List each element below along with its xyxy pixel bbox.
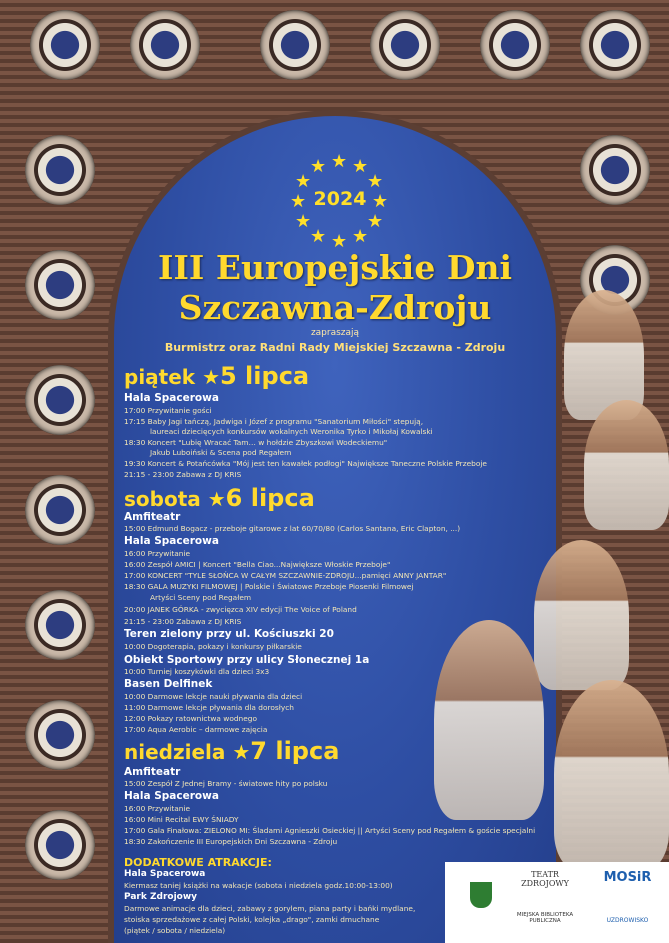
- performers-illustration: [434, 290, 669, 870]
- friday-event: 17:15 Baby Jagi tańczą, Jadwiga i Józef z programu "Sanatorium Miłości" stepują,: [124, 417, 424, 426]
- saturday-event: 17:00 KONCERT "TYLE SŁOŃCA W CAŁYM SZCZAWNIE-ZDROJU...pamięci ANNY JANTAR": [124, 571, 447, 580]
- friday-event: Jakub Luboiński & Scena pod Regałem: [150, 448, 292, 457]
- sunday-event: 16:00 Mini Recital EWY ŚNIADY: [124, 815, 239, 824]
- saturday-event: 16:00 Przywitanie: [124, 549, 191, 558]
- town-crest-icon: [470, 882, 492, 908]
- ornament-tile: [25, 475, 95, 545]
- ornament-tile: [130, 10, 200, 80]
- invite-text: zapraszają: [310, 328, 360, 338]
- teatr-zdrojowy-logo: TEATR ZDROJOWY: [521, 870, 569, 888]
- extras-event: Kiermasz taniej książki na wakacje (sobota i niedziela godz.10:00-13:00): [124, 881, 393, 890]
- sunday-event: 17:00 Gala Finałowa: ZIELONO MI: Śladami Agnieszki Osieckiej || Artyści Sceny pod Regałem & goście specjalni: [124, 826, 536, 835]
- performer-figure: [554, 680, 669, 870]
- ornament-tile: [25, 250, 95, 320]
- saturday-venue: Obiekt Sportowy przy ulicy Słonecznej 1a: [124, 654, 370, 666]
- ornament-tile: [25, 590, 95, 660]
- saturday-event: 15:00 Edmund Bogacz - przeboje gitarowe z lat 60/70/80 (Carlos Santana, Eric Clapton, ...): [124, 524, 461, 533]
- saturday-event: 21:15 - 23:00 Zabawa z DJ KRIS: [124, 617, 242, 626]
- saturday-venue: Amfiteatr: [124, 511, 181, 523]
- ornament-tile: [25, 810, 95, 880]
- extras-event: stoiska sprzedażowe z całej Polski, kolejka „drago", zamki dmuchane: [124, 915, 380, 924]
- sunday-heading: niedziela ★7 lipca: [124, 737, 340, 765]
- ornament-tile: [260, 10, 330, 80]
- saturday-heading: sobota ★6 lipca: [124, 484, 315, 512]
- ornament-tile: [580, 135, 650, 205]
- saturday-event: 18:30 GALA MUZYKI FILMOWEJ | Polskie i Światowe Przeboje Piosenki Filmowej: [124, 582, 414, 591]
- extras-heading: DODATKOWE ATRAKCJE:: [124, 856, 272, 869]
- ornament-tile: [25, 700, 95, 770]
- saturday-event: 10:00 Darmowe lekcje nauki pływania dla dzieci: [124, 692, 303, 701]
- hosts-text: Burmistrz oraz Radni Rady Miejskiej Szczawna - Zdroju: [164, 341, 506, 354]
- extras-venue: Park Zdrojowy: [124, 892, 198, 902]
- saturday-event: 10:00 Turniej koszykówki dla dzieci 3x3: [124, 667, 270, 676]
- ornament-tile: [25, 365, 95, 435]
- year: 2024: [313, 188, 367, 210]
- extras-venue: Hala Spacerowa: [124, 869, 206, 879]
- saturday-event: 20:00 JANEK GÓRKA - zwycięzca XIV edycji The Voice of Poland: [124, 605, 357, 614]
- title-line-1: III Europejskie Dni: [158, 248, 512, 287]
- saturday-event: 11:00 Darmowe lekcje pływania dla dorosłych: [124, 703, 294, 712]
- ornament-tile: [25, 135, 95, 205]
- mosir-logo: MOSiR: [603, 870, 652, 885]
- friday-event: 19:30 Koncert & Potańcówka "Mój jest ten kawałek podłogi" Największe Taneczne Polskie Przeboje: [124, 459, 487, 468]
- friday-event: 18:30 Koncert "Lubię Wracać Tam… w hołdzie Zbyszkowi Wodeckiemu": [124, 438, 388, 447]
- sunday-event: 18:30 Zakończenie III Europejskich Dni Szczawna - Zdroju: [124, 837, 338, 846]
- library-logo: MIEJSKA BIBLIOTEKA PUBLICZNA: [516, 912, 574, 924]
- ornament-tile: [30, 10, 100, 80]
- friday-event: 17:00 Przywitanie gości: [124, 406, 212, 415]
- ornament-tile: [580, 10, 650, 80]
- friday-venue: Hala Spacerowa: [124, 392, 219, 404]
- friday-event: laureaci dziecięcych konkursów wokalnych Weronika Tyrko i Mikołaj Kowalski: [150, 427, 433, 436]
- saturday-event: 16:00 Zespół AMICI | Koncert "Bella Ciao...Największe Włoskie Przeboje": [124, 560, 391, 569]
- title-line-2: Szczawna-Zdroju: [178, 288, 492, 327]
- performer-figure: [434, 620, 544, 820]
- saturday-event: 12:00 Pokazy ratownictwa wodnego: [124, 714, 257, 723]
- sunday-event: 16:00 Przywitanie: [124, 804, 191, 813]
- saturday-venue: Hala Spacerowa: [124, 535, 219, 547]
- ornament-tile: [370, 10, 440, 80]
- saturday-event: 10:00 Dogoterapia, pokazy i konkursy piłkarskie: [124, 642, 302, 651]
- sunday-event: 15:00 Zespół Z Jednej Bramy - światowe hity po polsku: [124, 779, 328, 788]
- performer-figure: [584, 400, 669, 530]
- ornament-tile: [480, 10, 550, 80]
- performer-figure: [534, 540, 629, 690]
- saturday-event: 17:00 Aqua Aerobic – darmowe zajęcia: [124, 725, 268, 734]
- friday-heading: piątek ★5 lipca: [124, 362, 310, 390]
- uzdrowisko-logo: UZDROWISKO: [606, 917, 649, 924]
- friday-event: 21:15 - 23:00 Zabawa z DJ KRIS: [124, 470, 242, 479]
- extras-event: Darmowe animacje dla dzieci, zabawy z gorylem, piana party i bańki mydlane,: [124, 904, 416, 913]
- saturday-venue: Teren zielony przy ul. Kościuszki 20: [124, 628, 334, 640]
- sunday-venue: Amfiteatr: [124, 766, 181, 778]
- sponsor-logos: [445, 862, 669, 943]
- saturday-event: Artyści Sceny pod Regałem: [150, 593, 252, 602]
- saturday-venue: Basen Delfinek: [124, 678, 213, 690]
- extras-event: (piątek / sobota / niedziela): [124, 926, 226, 935]
- sunday-venue: Hala Spacerowa: [124, 790, 219, 802]
